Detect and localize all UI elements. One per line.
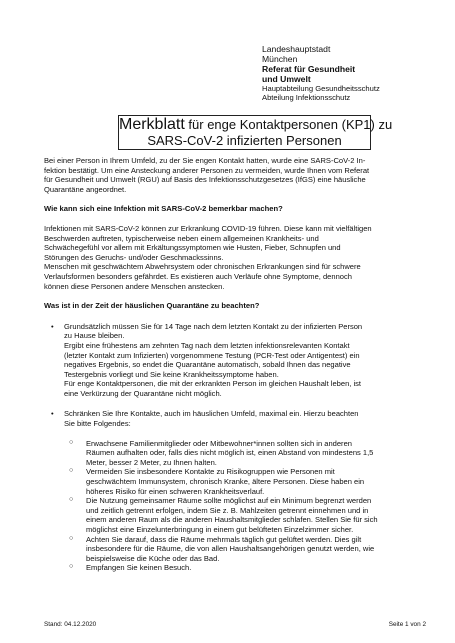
sublist-item-line: Vermeiden Sie insbesondere Kontakte zu Risikogruppen wie Personen mit — [86, 467, 335, 477]
footer-page-number: Seite 1 von 2 — [388, 621, 426, 628]
sublist-item — [44, 535, 426, 564]
sublist-item-line: und zeitlich getrennt erfolgen, indem Sie z. B. Mahlzeiten getrennt einnehmen und in — [86, 505, 369, 515]
paragraph-line: Menschen mit geschwächtem Abwehrsystem oder chronischen Erkrankungen sind für schwere — [44, 262, 361, 272]
paragraph-line: können diese Personen andere Menschen anstecken. — [44, 281, 225, 291]
list-item-line: zu Hause bleiben. — [64, 331, 125, 341]
hollow-bullet-icon: ○ — [69, 496, 74, 504]
paragraph-line: Beschwerden auftreten, typischerweise neben einem allgemeinen Krankheits- und — [44, 233, 319, 243]
list-item-line: Schränken Sie Ihre Kontakte, auch im häuslichen Umfeld, maximal ein. Hierzu beachten — [64, 409, 359, 419]
sublist-item-line: Achten Sie darauf, dass die Räume mehrmals täglich gut gelüftet werden. Dies gilt — [86, 534, 362, 544]
sublist-item — [44, 439, 426, 468]
sublist-item — [44, 563, 426, 573]
list-item-line: Für enge Kontaktpersonen, die mit der erkrankten Person im gleichen Haushalt leben, ist — [64, 379, 362, 389]
header-city: Landeshauptstadt — [262, 44, 331, 54]
sublist-item-line: insbesondere für die Räume, die von allen Haushaltsangehörigen genutzt werden, wie — [86, 544, 375, 554]
list-item-line: (letzter Kontakt zum Infizierten) vorgenommene Testung (PCR-Test oder Antigentest) ein — [64, 350, 360, 360]
page-footer — [44, 621, 426, 628]
title-line-1 — [119, 116, 393, 133]
header-department: Referat für Gesundheit — [262, 64, 356, 75]
sublist-item — [44, 496, 426, 534]
contact-rules-sublist — [44, 439, 426, 573]
sublist-item-line: Empfangen Sie keinen Besuch. — [86, 563, 192, 573]
title-line-1-rest: für enge Kontaktpersonen (KP1) zu — [184, 117, 393, 132]
sublist-item-line: geschwächtem Immunsystem, chronisch Kranke, ältere Personen. Diese haben ein — [86, 477, 365, 487]
footer-date: Stand: 04.12.2020 — [44, 621, 97, 628]
list-item-line: Ergibt eine frühestens am zehnten Tag nach dem letzten infektionsrelevanten Kontakt — [64, 340, 350, 350]
sublist-item-line: Die Nutzung gemeinsamer Räume sollte möglichst auf ein Minimum begrenzt werden — [86, 496, 372, 506]
intro-line: Bei einer Person in Ihrem Umfeld, zu der Sie engen Kontakt hatten, wurde eine SARS-CoV-2 In- — [44, 156, 366, 165]
list-item — [44, 322, 426, 399]
letterhead — [262, 44, 452, 102]
hollow-bullet-icon: ○ — [69, 467, 74, 475]
list-item-line: negatives Ergebnis, so endet die Quarantäne automatisch, sobald Ihnen das negative — [64, 360, 351, 370]
list-item-line: Grundsätzlich müssen Sie für 14 Tage nach dem letzten Kontakt zu der infizierten Person — [64, 321, 363, 331]
header-subdivision: Abteilung Infektionsschutz — [262, 92, 351, 102]
title-line-2: SARS-CoV-2 infizierten Personen — [147, 133, 342, 148]
symptoms-paragraph — [44, 224, 426, 291]
sublist-item-line: beispielsweise die Küche oder das Bad. — [86, 553, 220, 563]
section-heading-symptoms: Wie kann sich eine Infektion mit SARS-CoV-2 bemerkbar machen? — [44, 204, 283, 214]
paragraph-line: Verlaufsformen besonders gefährdet. Es existieren auch Verläufe ohne Symptome, dennoch — [44, 271, 352, 281]
document-title — [118, 115, 393, 150]
hollow-bullet-icon: ○ — [69, 563, 74, 571]
bullet-icon: • — [51, 409, 54, 419]
paragraph-line: Schwächegefühl vor allem mit Erkältungssymptomen wie Husten, Fieber, Schnupfen und — [44, 243, 341, 253]
sublist-item-line: höheres Risiko für einen schweren Krankheitsverlauf. — [86, 486, 265, 496]
intro-line: fektion bestätigt. Um eine Ansteckung anderer Personen zu vermeiden, wurde Ihnen vom Referat — [44, 165, 370, 175]
intro-paragraph — [44, 156, 426, 194]
header-city-name: München — [262, 54, 298, 65]
header-department-cont: und Umwelt — [262, 74, 311, 85]
sublist-item-line: einem anderen Raum als die anderen Haushaltsmitglieder schlafen. Stellen Sie für sich — [86, 515, 378, 525]
intro-line: Quarantäne angeordnet. — [44, 184, 127, 194]
section-heading-quarantine: Was ist in der Zeit der häuslichen Quarantäne zu beachten? — [44, 301, 260, 311]
list-item — [44, 409, 426, 573]
list-item-line: Sie bitte Folgendes: — [64, 419, 131, 429]
sublist-item — [44, 467, 426, 496]
sublist-item-line: Meter, besser 2 Meter, zu Ihnen halten. — [86, 457, 217, 467]
quarantine-rules-list — [44, 322, 426, 573]
sublist-item-line: Erwachsene Familienmitglieder oder Mitbewohner*innen sollten sich in anderen — [86, 438, 352, 448]
header-main-division: Hauptabteilung Gesundheitsschutz — [262, 83, 380, 93]
sublist-item-line: möglichst eine Einzelunterbringung in einem gut belüfteten Einzelzimmer sicher. — [86, 525, 354, 534]
bullet-icon: • — [51, 321, 54, 331]
paragraph-line: Infektionen mit SARS-CoV-2 können zur Erkrankung COVID-19 führen. Diese kann mit vielfältigen — [44, 223, 372, 233]
list-item-line: eine Verkürzung der Quarantäne nicht möglich. — [64, 388, 222, 398]
hollow-bullet-icon: ○ — [69, 438, 74, 446]
paragraph-line: Störungen des Geruchs- und/oder Geschmackssinns. — [44, 252, 224, 262]
sublist-item-line: Räumen aufhalten oder, falls dies nicht möglich ist, einen Abstand von mindestens 1,5 — [86, 448, 374, 458]
intro-line: für Gesundheit und Umwelt (RGU) auf Basis des Infektionsschutzgesetzes (IfGS) eine häusliche — [44, 175, 366, 185]
list-item-line: Testergebnis vorliegt und Sie keine Krankheitssymptome haben. — [64, 369, 279, 379]
hollow-bullet-icon: ○ — [69, 534, 74, 542]
document-body — [44, 156, 426, 573]
title-word: Merkblatt — [119, 116, 185, 133]
